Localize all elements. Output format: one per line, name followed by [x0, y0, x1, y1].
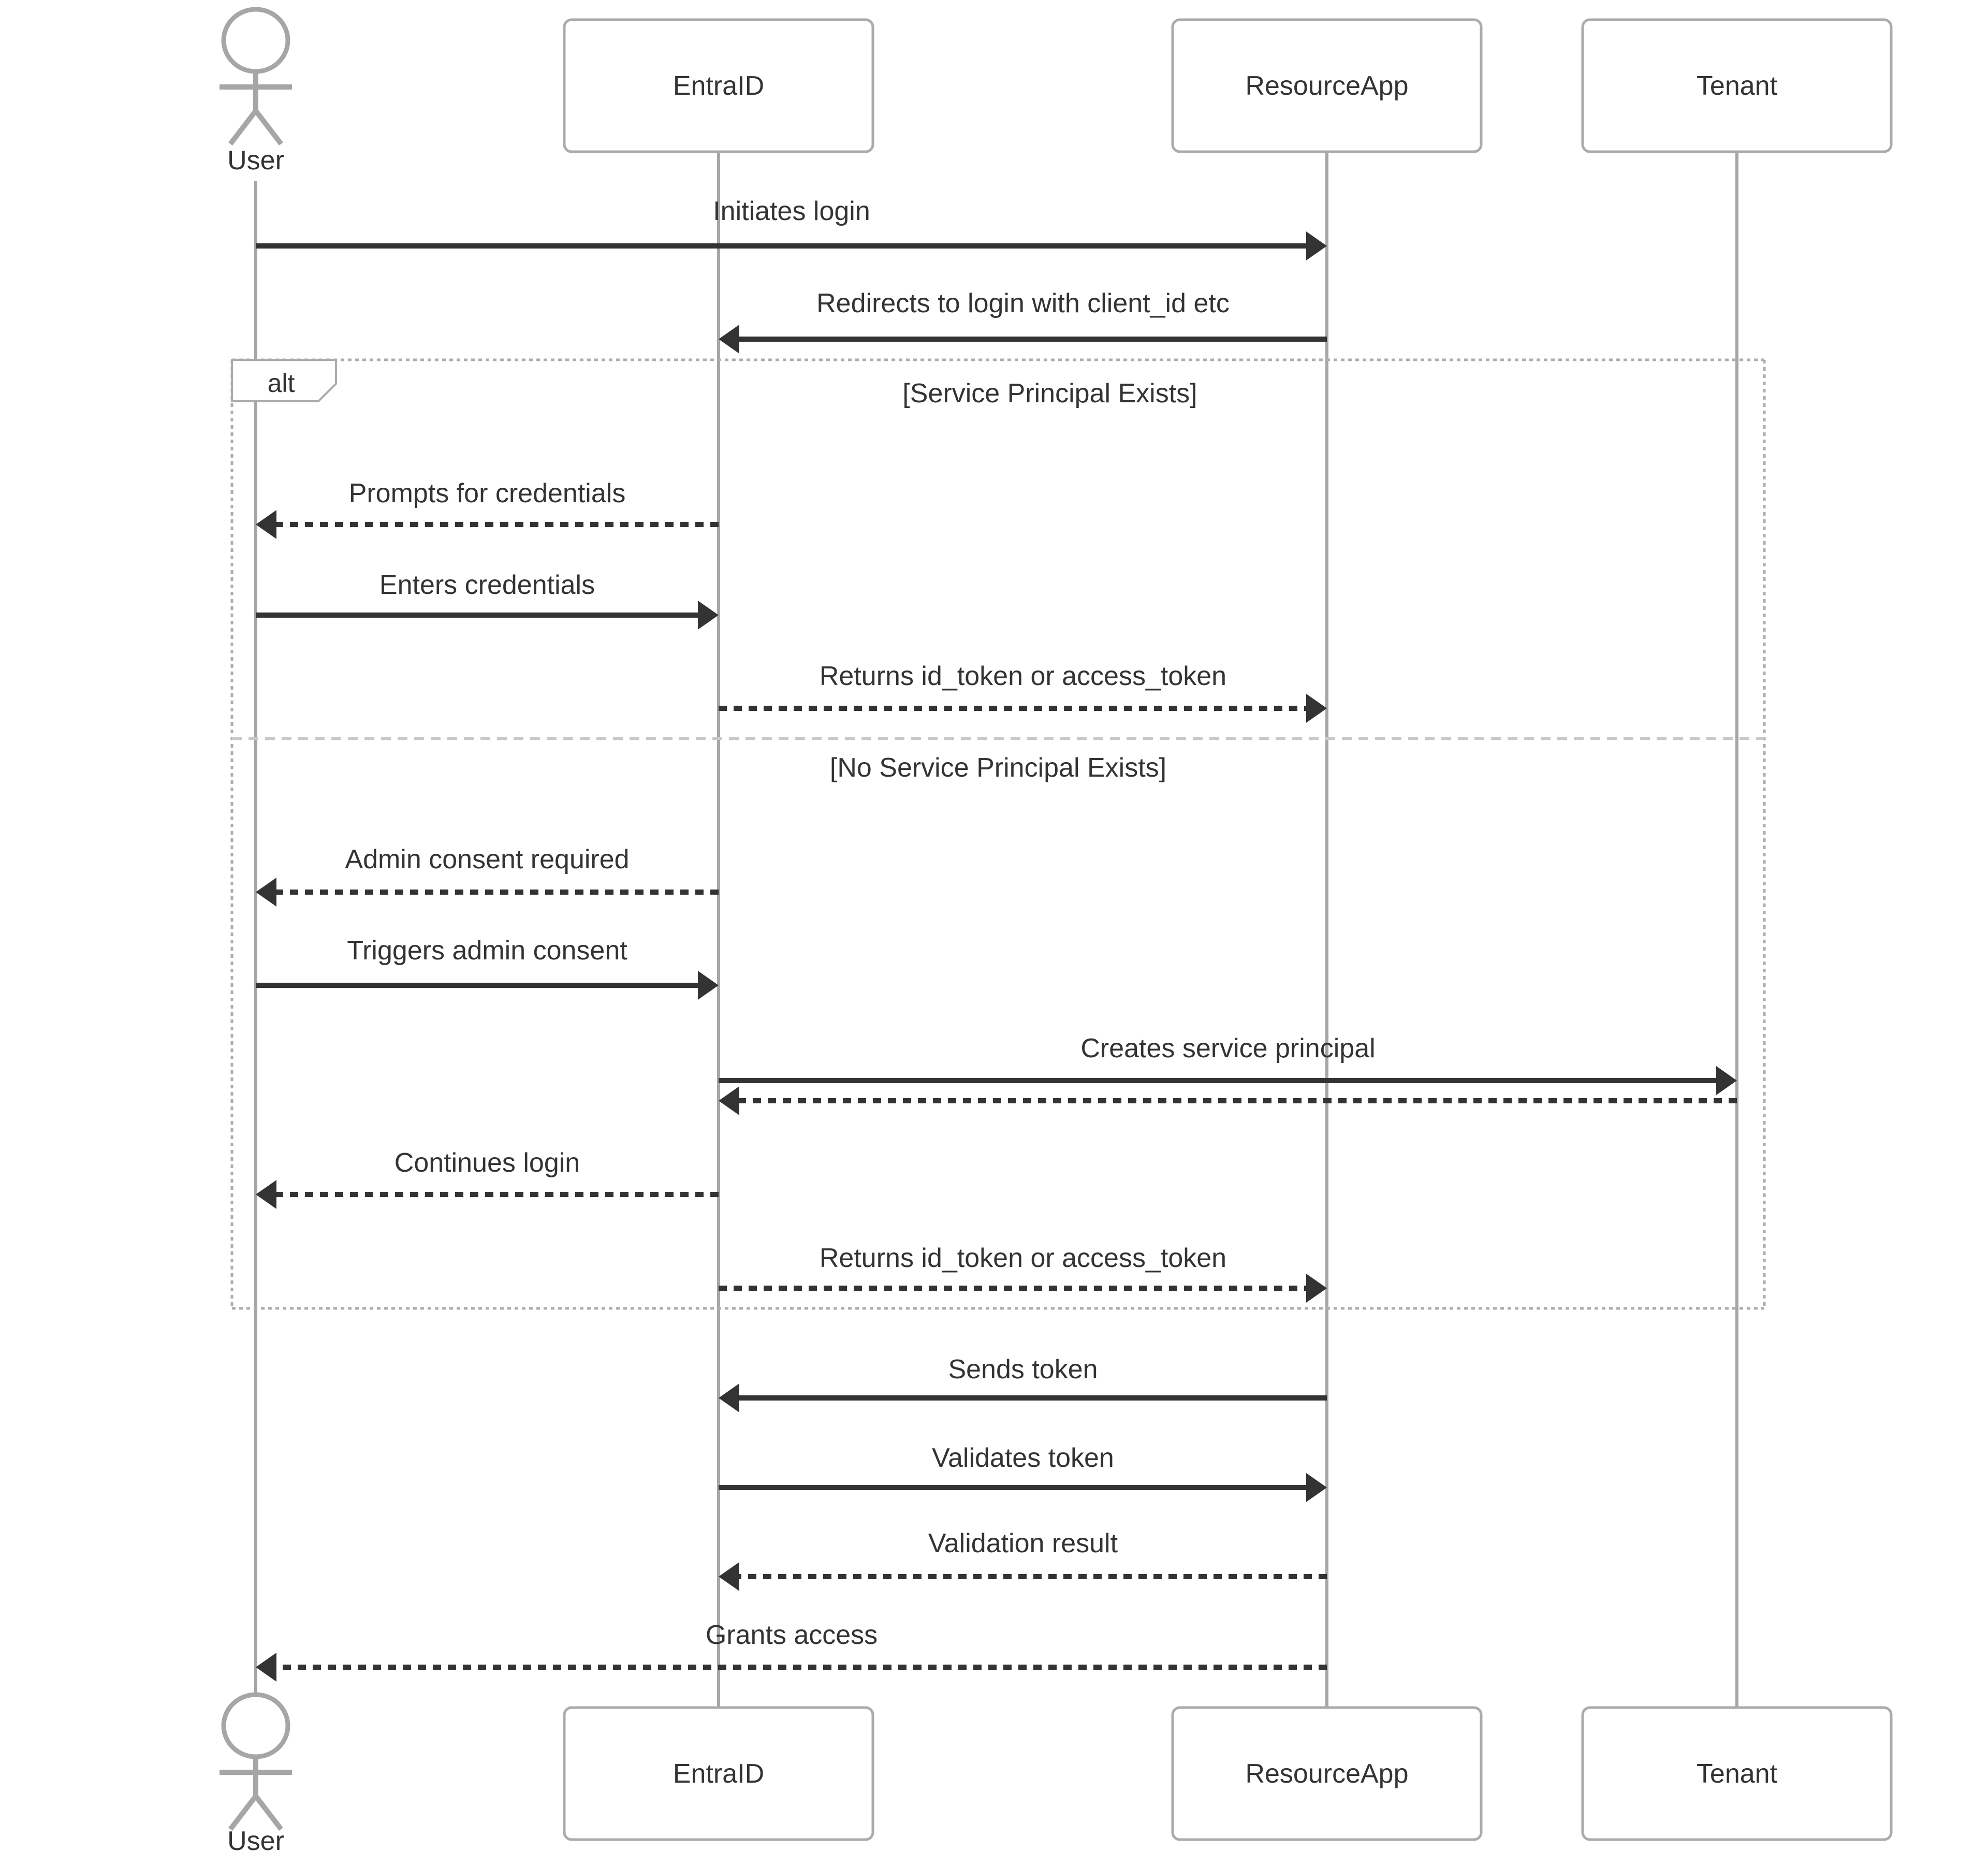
message-label: Returns id_token or access_token	[819, 661, 1227, 691]
actor-leg-right-icon	[256, 1796, 281, 1829]
participant-entraid-top	[564, 20, 873, 152]
message-prompts-for-credentials	[256, 478, 719, 539]
message-returns-token-1	[719, 661, 1327, 723]
arrowhead-left	[256, 510, 276, 539]
arrowhead-right	[1306, 1473, 1327, 1502]
message-label: Enters credentials	[379, 570, 595, 600]
participant-user-bottom-label: User	[227, 1826, 284, 1856]
actor-user-bottom	[220, 1695, 292, 1856]
message-admin-consent-required	[256, 844, 719, 907]
message-returns-token-2	[719, 1243, 1327, 1303]
participant-resourceapp-top	[1173, 20, 1481, 152]
message-label: Continues login	[394, 1148, 580, 1178]
message-label: Creates service principal	[1080, 1033, 1376, 1063]
message-triggers-admin-consent	[256, 936, 719, 1000]
actor-leg-right-icon	[256, 111, 281, 144]
arrowhead-right	[1716, 1066, 1737, 1095]
message-label: Triggers admin consent	[347, 936, 627, 966]
arrowhead-left	[256, 1180, 276, 1209]
arrowhead-left	[719, 325, 739, 354]
actor-leg-left-icon	[230, 111, 256, 144]
message-creates-service-principal	[719, 1033, 1737, 1095]
participant-user-top-label: User	[227, 145, 284, 176]
message-label: Validates token	[932, 1443, 1114, 1473]
actor-head-icon	[224, 1695, 288, 1757]
actor-user-top	[220, 9, 292, 176]
arrowhead-right	[1306, 231, 1327, 260]
arrowhead-left	[719, 1383, 739, 1412]
participant-entraid-bottom-label: EntraID	[673, 1759, 765, 1789]
participant-tenant-bottom	[1583, 1708, 1891, 1840]
message-enters-credentials	[256, 570, 719, 630]
participant-tenant-top	[1583, 20, 1891, 152]
alt-operator-label: alt	[267, 369, 295, 398]
message-redirects-to-login	[719, 288, 1327, 354]
participant-entraid-top-label: EntraID	[673, 71, 765, 101]
participant-resourceapp-bottom-label: ResourceApp	[1245, 1759, 1409, 1789]
arrowhead-right	[698, 971, 719, 1000]
participant-tenant-bottom-label: Tenant	[1696, 1759, 1778, 1789]
participant-resourceapp-top-label: ResourceApp	[1245, 71, 1409, 101]
participant-entraid-bottom	[564, 1708, 873, 1840]
message-label: Sends token	[948, 1354, 1098, 1384]
message-validation-result	[719, 1528, 1327, 1591]
actor-leg-left-icon	[230, 1796, 256, 1829]
arrowhead-right	[1306, 1274, 1327, 1303]
participant-resourceapp-bottom	[1173, 1708, 1481, 1840]
message-continues-login	[256, 1148, 719, 1209]
message-label: Admin consent required	[345, 844, 630, 874]
message-grants-access	[256, 1620, 1327, 1682]
alt-condition-1: [Service Principal Exists]	[902, 378, 1197, 409]
arrowhead-left	[256, 878, 276, 907]
message-label: Returns id_token or access_token	[819, 1243, 1227, 1273]
message-sends-token	[719, 1354, 1327, 1412]
message-label: Initiates login	[713, 196, 870, 226]
alt-condition-2: [No Service Principal Exists]	[829, 753, 1167, 783]
arrowhead-left	[256, 1653, 276, 1682]
message-label: Validation result	[928, 1528, 1118, 1558]
actor-head-icon	[224, 9, 288, 71]
arrowhead-left	[719, 1562, 739, 1591]
message-initiates-login	[256, 196, 1327, 260]
participant-tenant-top-label: Tenant	[1696, 71, 1778, 101]
message-label: Redirects to login with client_id etc	[816, 288, 1230, 318]
message-label: Prompts for credentials	[348, 478, 626, 508]
message-service-principal-created-return	[719, 1086, 1737, 1115]
message-validates-token	[719, 1443, 1327, 1502]
arrowhead-left	[719, 1086, 739, 1115]
arrowhead-right	[698, 601, 719, 630]
message-label: Grants access	[705, 1620, 878, 1650]
arrowhead-right	[1306, 694, 1327, 723]
